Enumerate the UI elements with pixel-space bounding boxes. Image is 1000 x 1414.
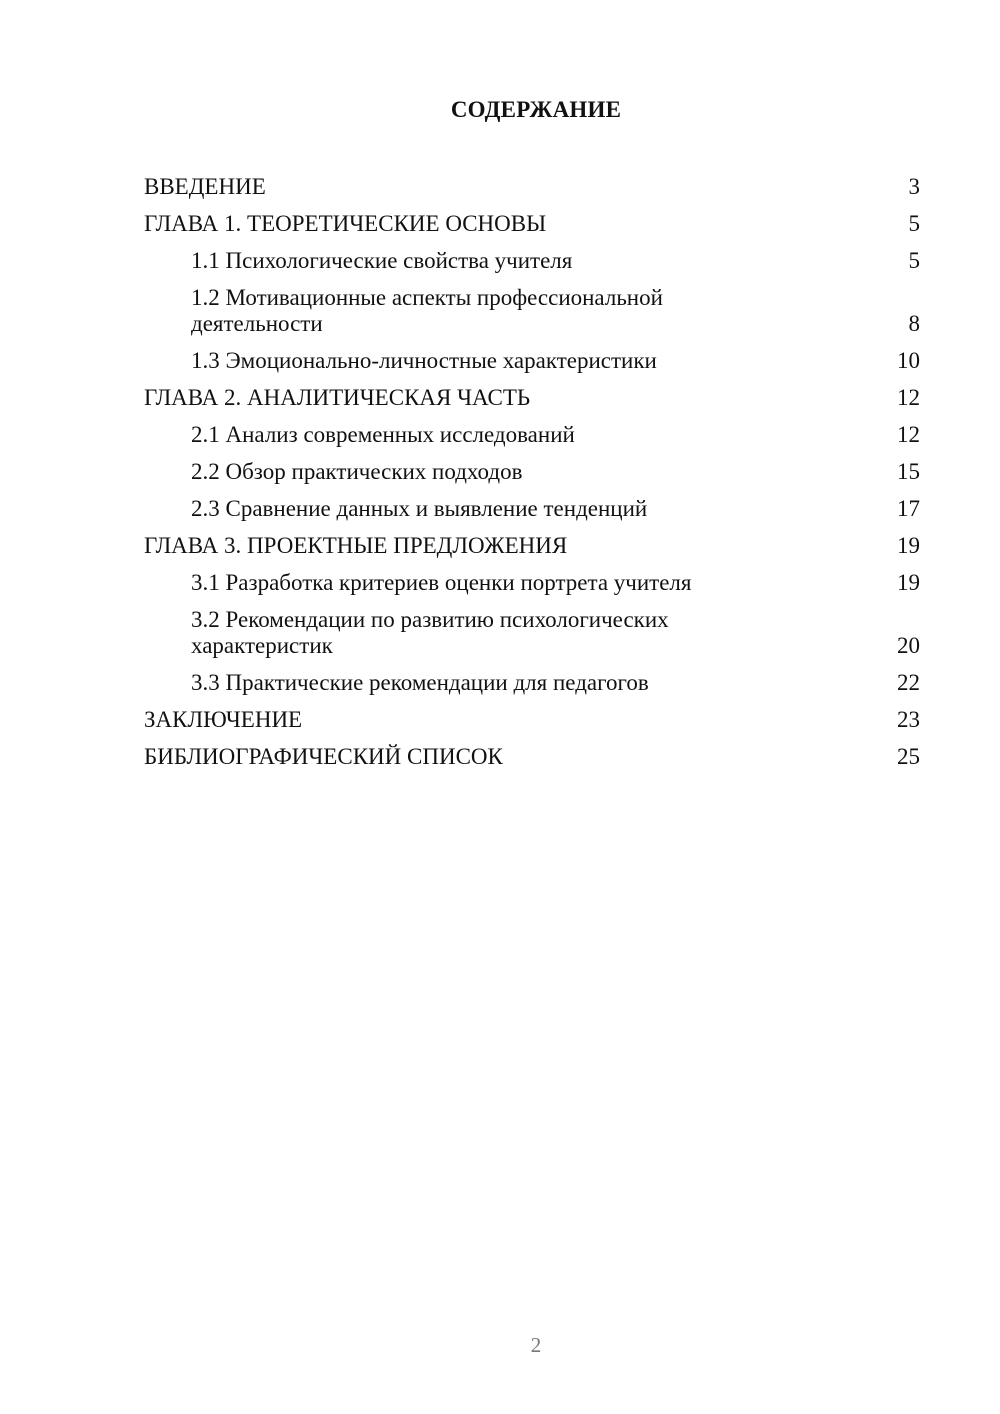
toc-entry-10[interactable] xyxy=(144,527,920,564)
toc-entry-page-number: 20 xyxy=(897,632,920,658)
toc-entry-page-number: 8 xyxy=(908,310,920,336)
toc-entry-title: 2.2 Обзор практических подходов xyxy=(191,458,523,484)
toc-entry-page-number: 19 xyxy=(897,532,920,558)
toc-entry-title: ГЛАВА 3. ПРОЕКТНЫЕ ПРЕДЛОЖЕНИЯ xyxy=(144,532,568,558)
toc-entry-4[interactable] xyxy=(144,279,920,342)
toc-entry-title: 1.2 Мотивационные аспекты профессиональной деятельности xyxy=(191,284,663,336)
toc-entry-page-number: 5 xyxy=(908,247,920,273)
toc-entry-6[interactable] xyxy=(144,379,920,416)
toc-entry-13[interactable] xyxy=(144,664,920,701)
toc-entry-7[interactable] xyxy=(144,416,920,453)
toc-entry-page-number: 10 xyxy=(897,347,920,373)
toc-entry-page-number: 15 xyxy=(897,458,920,484)
toc-entry-title: 3.2 Рекомендации по развитию психологических характеристик xyxy=(191,606,669,658)
toc-entry-1[interactable] xyxy=(144,168,920,205)
toc-entry-11[interactable] xyxy=(144,564,920,601)
page-title: СОДЕРЖАНИЕ xyxy=(450,97,622,122)
toc-entry-page-number: 22 xyxy=(897,669,920,695)
toc-entry-page-number: 5 xyxy=(908,210,920,236)
toc-entry-8[interactable] xyxy=(144,453,920,490)
toc-entry-page-number: 19 xyxy=(897,569,920,595)
toc-entry-page-number: 3 xyxy=(908,173,920,199)
toc-entry-title: 1.3 Эмоционально-личностные характеристики xyxy=(191,347,657,373)
toc-entry-12[interactable] xyxy=(144,601,920,664)
toc-entry-title: 3.1 Разработка критериев оценки портрета учителя xyxy=(191,569,692,595)
toc-entry-title: 2.1 Анализ современных исследований xyxy=(191,421,575,447)
toc-entry-15[interactable] xyxy=(144,738,920,775)
toc-entry-title: 2.3 Сравнение данных и выявление тенденций xyxy=(191,495,648,521)
toc-entry-title: 3.3 Практические рекомендации для педагогов xyxy=(191,669,649,695)
page-number: 2 xyxy=(530,1333,542,1357)
toc-entry-page-number: 17 xyxy=(897,495,920,521)
toc-entry-title: ГЛАВА 1. ТЕОРЕТИЧЕСКИЕ ОСНОВЫ xyxy=(144,210,547,236)
toc-entry-5[interactable] xyxy=(144,342,920,379)
toc-entry-title: БИБЛИОГРАФИЧЕСКИЙ СПИСОК xyxy=(144,743,503,769)
toc-entry-2[interactable] xyxy=(144,205,920,242)
toc-entry-9[interactable] xyxy=(144,490,920,527)
toc-entry-page-number: 25 xyxy=(897,743,920,769)
toc-entry-page-number: 23 xyxy=(897,706,920,732)
toc-entry-14[interactable] xyxy=(144,701,920,738)
toc-entry-title: 1.1 Психологические свойства учителя xyxy=(191,247,573,273)
table-of-contents xyxy=(144,168,920,775)
toc-entry-page-number: 12 xyxy=(897,384,920,410)
toc-entry-3[interactable] xyxy=(144,242,920,279)
toc-entry-page-number: 12 xyxy=(897,421,920,447)
toc-entry-title: ГЛАВА 2. АНАЛИТИЧЕСКАЯ ЧАСТЬ xyxy=(144,384,531,410)
toc-entry-title: ЗАКЛЮЧЕНИЕ xyxy=(144,706,303,732)
toc-entry-title: ВВЕДЕНИЕ xyxy=(144,173,266,199)
